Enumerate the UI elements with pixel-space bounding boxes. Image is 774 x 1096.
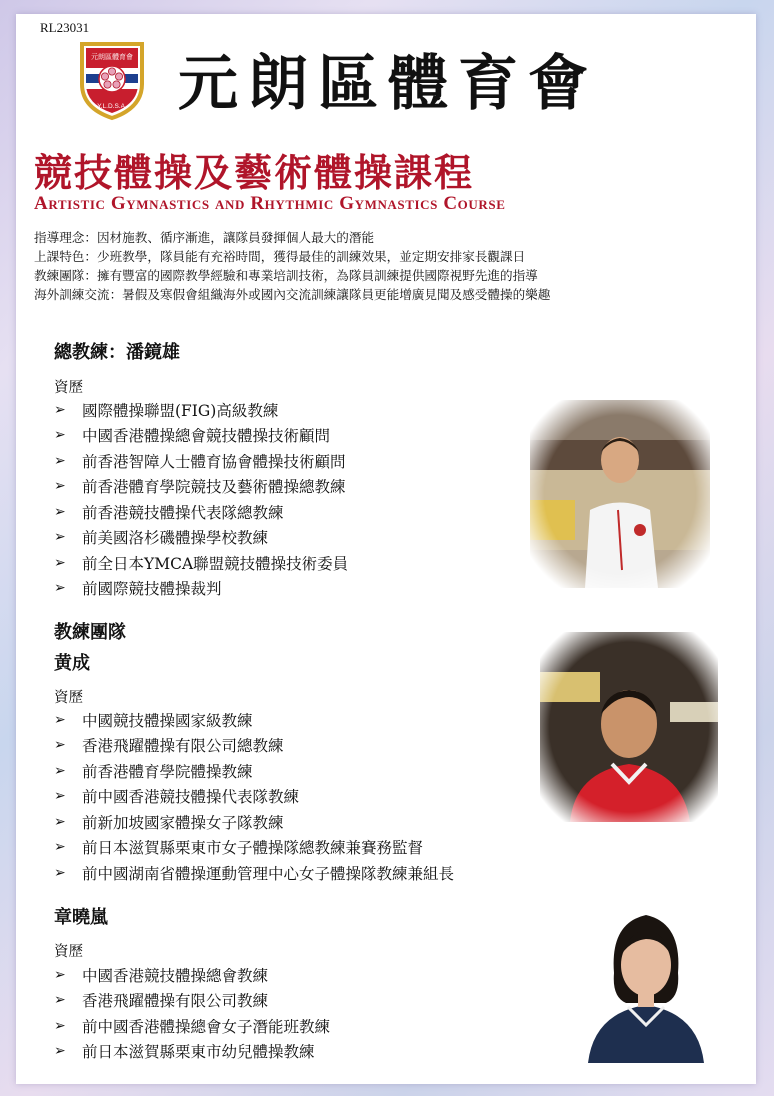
- list-item: ➢ 前中國香港競技體操代表隊教練: [54, 788, 300, 807]
- list-item: ➢ 前香港競技體操代表隊總教練: [54, 503, 284, 522]
- course-title-english: Artistic Gymnastics and Rhythmic Gymnastics Course: [34, 193, 506, 214]
- arrow-bullet-icon: ➢: [54, 401, 66, 418]
- arrow-bullet-icon: ➢: [54, 580, 66, 597]
- list-item: ➢ 前中國香港體操總會女子潛能班教練: [54, 1017, 331, 1036]
- coach-huang-photo: [540, 632, 718, 822]
- intro-line-philosophy: 指導理念：因材施教、循序漸進，讓隊員發揮個人最大的潛能: [34, 230, 375, 245]
- coach-zhang-credentials-label: 資歷: [54, 944, 83, 960]
- arrow-bullet-icon: ➢: [54, 452, 66, 469]
- list-item: ➢ 前香港智障人士體育協會體操技術顧問: [54, 452, 346, 471]
- head-coach-photo: [530, 400, 710, 588]
- organization-title: 元朗區體育會: [178, 49, 598, 119]
- svg-text:元朗區體育會: 元朗區體育會: [91, 53, 133, 61]
- head-coach-credentials-label: 資歷: [54, 380, 83, 396]
- arrow-bullet-icon: ➢: [54, 813, 66, 830]
- course-title-chinese: 競技體操及藝術體操課程: [34, 151, 475, 195]
- head-coach-credentials: [54, 397, 348, 601]
- arrow-bullet-icon: ➢: [54, 966, 66, 983]
- list-item: ➢ 前國際競技體操裁判: [54, 580, 222, 599]
- document-code: RL23031: [40, 20, 90, 35]
- list-item: ➢ 前香港體育學院競技及藝術體操總教練: [54, 478, 346, 497]
- arrow-bullet-icon: ➢: [54, 737, 66, 754]
- arrow-bullet-icon: ➢: [54, 554, 66, 571]
- arrow-bullet-icon: ➢: [54, 1043, 66, 1060]
- coaching-team-heading: 教練團隊: [54, 622, 126, 643]
- list-item: ➢ 中國競技體操國家級教練: [54, 711, 253, 730]
- list-item: ➢ 前全日本YMCA聯盟競技體操技術委員: [54, 554, 349, 573]
- arrow-bullet-icon: ➢: [54, 711, 66, 728]
- list-item: ➢ 中國香港競技體操總會教練: [54, 966, 269, 985]
- list-item: ➢ 香港飛躍體操有限公司總教練: [54, 737, 284, 756]
- list-item: ➢ 前日本滋賀縣栗東市女子體操隊總教練兼賽務監督: [54, 839, 424, 858]
- list-item: ➢ 香港飛躍體操有限公司教練: [54, 992, 269, 1011]
- coach-zhang-credentials: [54, 962, 330, 1064]
- course-intro: [34, 228, 550, 304]
- coach-huang-credentials: [54, 707, 454, 886]
- arrow-bullet-icon: ➢: [54, 503, 66, 520]
- arrow-bullet-icon: ➢: [54, 478, 66, 495]
- list-item: ➢ 國際體操聯盟(FIG)高級教練: [54, 401, 279, 420]
- arrow-bullet-icon: ➢: [54, 427, 66, 444]
- arrow-bullet-icon: ➢: [54, 839, 66, 856]
- arrow-bullet-icon: ➢: [54, 762, 66, 779]
- list-item: ➢ 前日本滋賀縣栗東市幼兒體操教練: [54, 1043, 315, 1062]
- arrow-bullet-icon: ➢: [54, 788, 66, 805]
- coach-zhang-photo: [582, 893, 710, 1063]
- list-item: ➢ 前香港體育學院體操教練: [54, 762, 253, 781]
- list-item: ➢ 前中國湖南省體操運動管理中心女子體操隊教練兼組長: [54, 864, 455, 883]
- ylsa-emblem-icon: [76, 38, 148, 122]
- coach-name-zhang: 章曉嵐: [54, 907, 108, 928]
- arrow-bullet-icon: ➢: [54, 992, 66, 1009]
- list-item: ➢ 前新加坡國家體操女子隊教練: [54, 813, 284, 832]
- arrow-bullet-icon: ➢: [54, 529, 66, 546]
- intro-line-coaching-team: 教練團隊：擁有豐富的國際教學經驗和專業培訓技術，為隊員訓練提供國際視野先進的指導: [34, 268, 538, 283]
- svg-text:Y.L.D.S.A.: Y.L.D.S.A.: [97, 103, 127, 110]
- coach-huang-credentials-label: 資歷: [54, 690, 83, 706]
- arrow-bullet-icon: ➢: [54, 864, 66, 881]
- intro-line-features: 上課特色：少班教學，隊員能有充裕時間，獲得最佳的訓練效果，並定期安排家長觀課日: [34, 249, 526, 264]
- arrow-bullet-icon: ➢: [54, 1017, 66, 1034]
- list-item: ➢ 中國香港體操總會競技體操技術顧問: [54, 427, 331, 446]
- list-item: ➢ 前美國洛杉磯體操學校教練: [54, 529, 269, 548]
- head-coach-heading: 總教練：潘鏡雄: [54, 342, 180, 363]
- intro-line-overseas: 海外訓練交流：暑假及寒假會組織海外或國內交流訓練讓隊員更能增廣見聞及感受體操的樂趣: [34, 287, 551, 302]
- coach-name-huang: 黄成: [54, 653, 90, 674]
